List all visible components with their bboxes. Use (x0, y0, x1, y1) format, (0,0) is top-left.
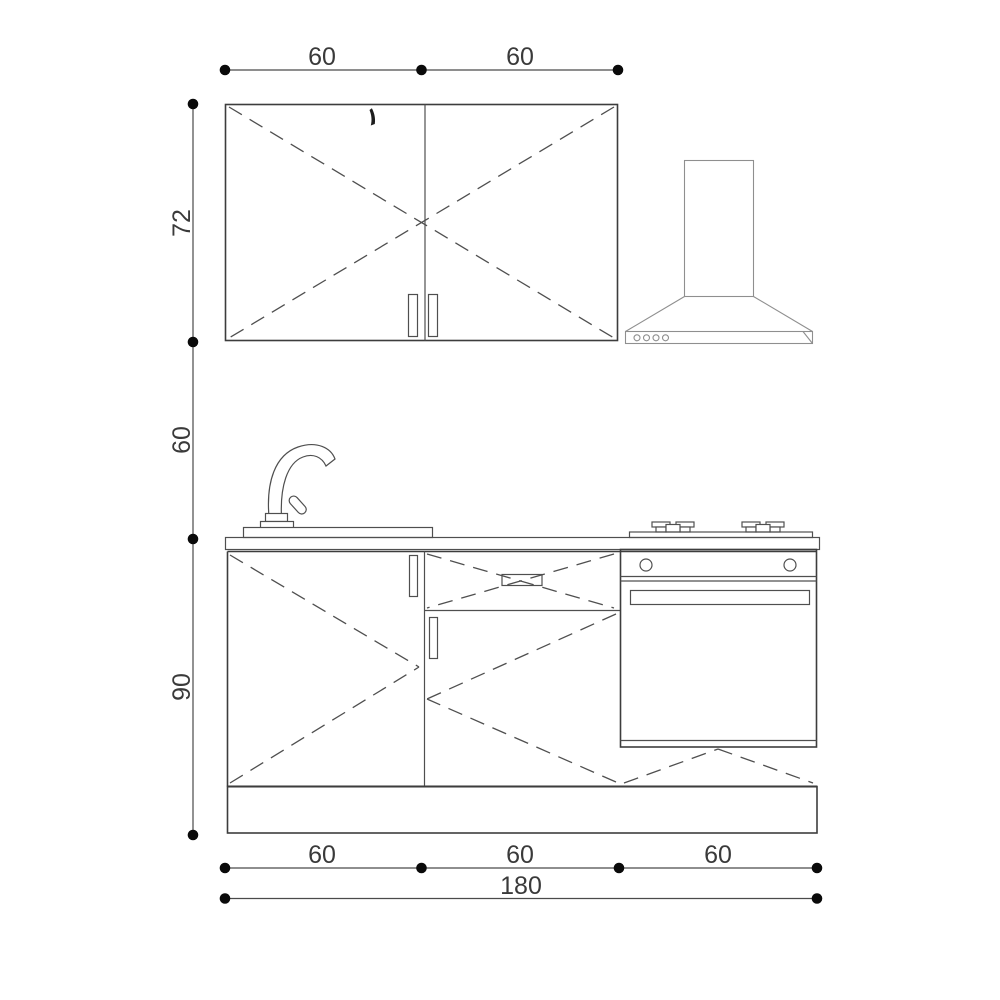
dimension-dot (416, 65, 427, 76)
base-cabinet-middle-door (427, 614, 616, 782)
burner-left (652, 522, 694, 532)
oven-knob (640, 559, 652, 571)
hood-flare-right (754, 297, 813, 332)
dimension-label: 60 (704, 841, 732, 869)
dimension-label-total: 180 (500, 872, 542, 900)
hood-button (663, 335, 669, 341)
dimension-dot (614, 863, 625, 874)
hood-bevel (803, 332, 813, 344)
dimension-label: 60 (506, 43, 534, 71)
door-handle (430, 618, 438, 659)
bottom-dimension-total (220, 872, 823, 904)
base-cabinet-left-door (230, 555, 419, 783)
dimension-dot (188, 830, 199, 841)
oven-bottom-drawer (624, 749, 813, 783)
plinth (228, 787, 818, 834)
top-dimension (220, 43, 624, 75)
dimension-dot (812, 863, 823, 874)
base-cabinets (228, 550, 818, 834)
oven-handle-bar (631, 591, 810, 605)
hood-button (653, 335, 659, 341)
door-swing-line (230, 555, 419, 667)
stray-tick-mark (370, 108, 376, 125)
wall-door-handle (409, 295, 418, 337)
wall-door-handle (429, 295, 438, 337)
dimension-label: 60 (168, 426, 196, 454)
range-hood (626, 161, 813, 344)
hood-button (644, 335, 650, 341)
door-handle (410, 556, 418, 597)
faucet-base-upper (266, 514, 288, 522)
sink-rim (244, 528, 433, 538)
burner-right (742, 522, 784, 532)
gas-cooktop (630, 522, 813, 538)
door-swing-line (427, 614, 616, 699)
dimension-dot (416, 863, 427, 874)
oven-knob (784, 559, 796, 571)
cooktop-slab (630, 532, 813, 538)
dimension-dot (188, 99, 199, 110)
dimension-label: 90 (168, 673, 196, 701)
hood-flare-left (626, 297, 685, 332)
dimension-dot (220, 893, 231, 904)
drawer-swing-line (624, 749, 718, 783)
dimension-dot (220, 65, 231, 76)
oven (621, 550, 817, 784)
oven-outline (621, 550, 817, 748)
dimension-dot (188, 337, 199, 348)
dimension-label: 60 (308, 43, 336, 71)
dimension-dot (812, 893, 823, 904)
door-swing-line (230, 667, 419, 783)
hood-chimney (685, 161, 754, 297)
hood-button (634, 335, 640, 341)
dimension-dot (220, 863, 231, 874)
dimension-label: 72 (168, 209, 196, 237)
worktop (226, 528, 820, 550)
bottom-dimension-segments (220, 841, 823, 873)
door-swing-line (427, 699, 616, 782)
dimension-label: 60 (506, 841, 534, 869)
base-cabinet-middle-drawer (425, 554, 621, 611)
dimension-dot (188, 534, 199, 545)
dimension-dot (613, 65, 624, 76)
drawer-swing-line (718, 749, 813, 783)
dimension-label: 60 (308, 841, 336, 869)
sink-faucet (261, 445, 336, 530)
left-dimension (168, 99, 198, 841)
faucet-lever (287, 494, 308, 516)
wall-cabinets (226, 105, 618, 341)
counter-top (226, 538, 820, 550)
door-swing-line (229, 107, 614, 338)
